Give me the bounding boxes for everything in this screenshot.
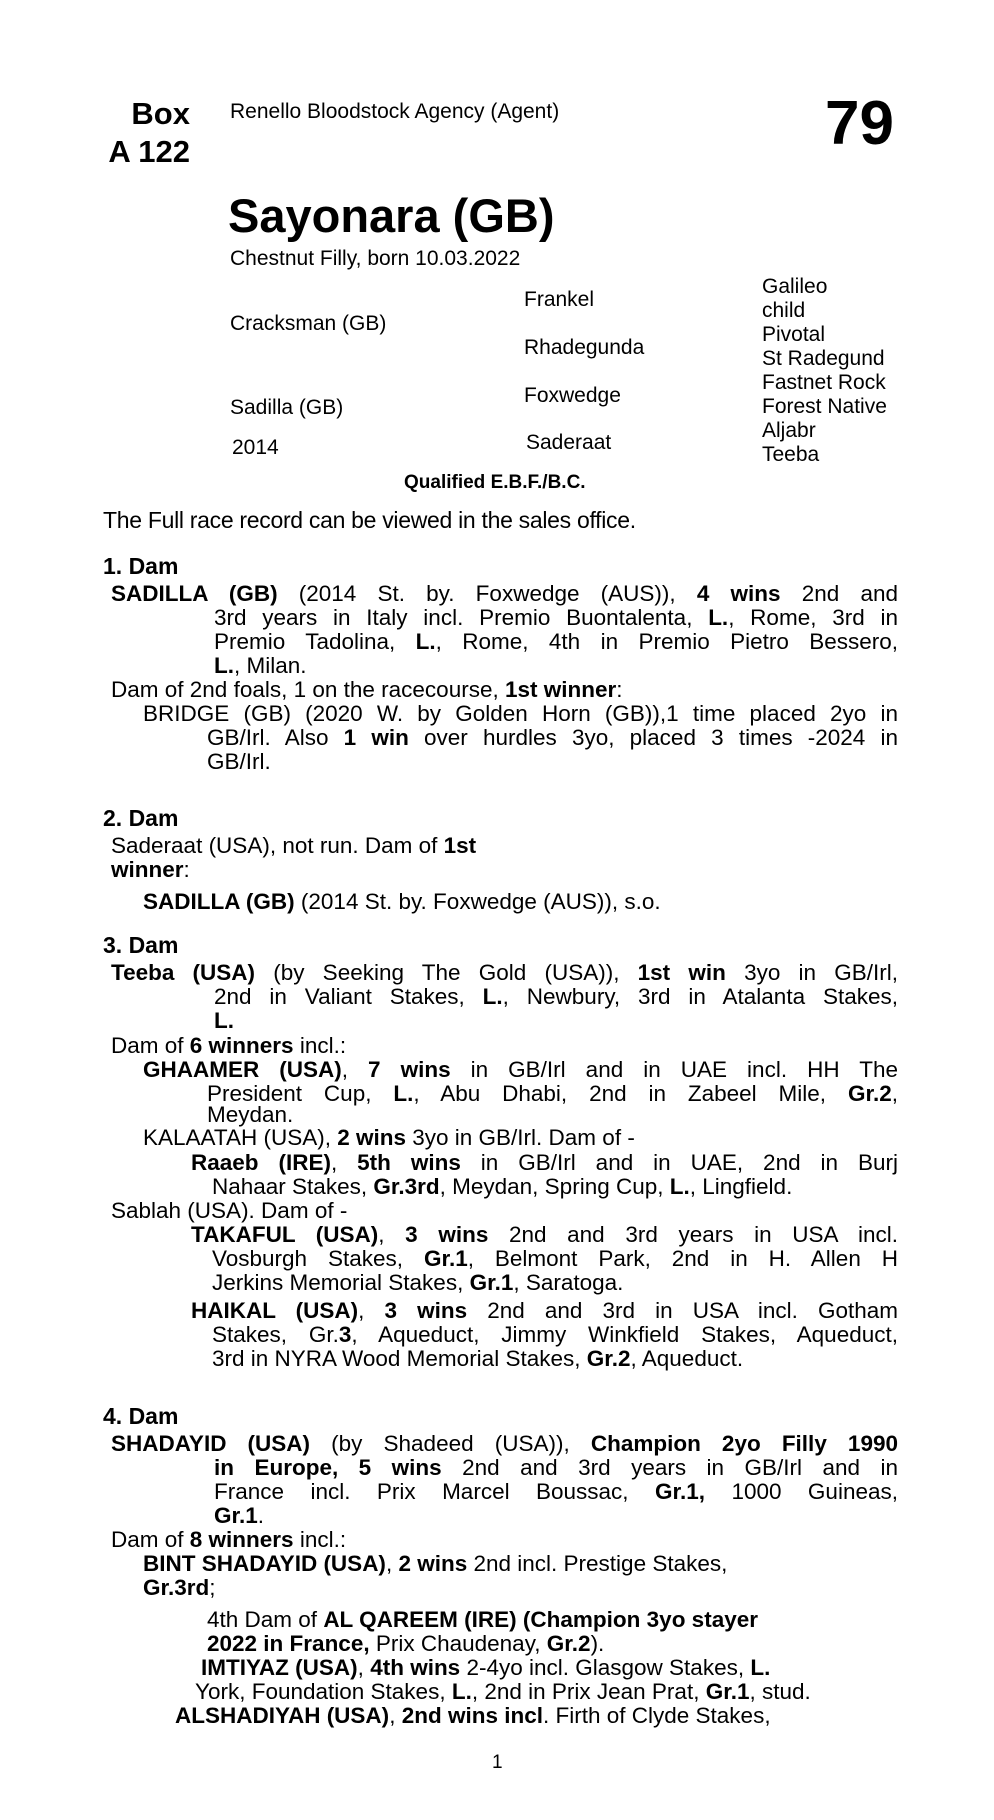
dam1-progeny: GB/Irl. (207, 749, 271, 774)
dam4-line: in Europe, 5 wins 2nd and 3rd years in GB/Irl and in (214, 1455, 898, 1480)
dam4-dam-of: Dam of 8 winners incl.: (111, 1527, 347, 1552)
section-heading: 3. Dam (103, 932, 179, 958)
pedigree-gen2: Rhadegunda (524, 336, 645, 359)
section-heading: 2. Dam (103, 805, 179, 831)
dam2-line: Saderaat (USA), not run. Dam of 1st (111, 833, 477, 858)
dam3-line: L. (214, 1008, 234, 1033)
progeny-raaeb: Nahaar Stakes, Gr.3rd, Meydan, Spring Cup, L., Lingfield. (212, 1174, 793, 1199)
dam3-line: Teeba (USA) (by Seeking The Gold (USA)), 1st win 3yo in GB/Irl, (111, 960, 898, 985)
progeny-ghaamer: GHAAMER (USA), 7 wins in GB/Irl and in UAE incl. HH The (143, 1057, 898, 1082)
dam1-dam-of: Dam of 2nd foals, 1 on the racecourse, 1st winner: (111, 677, 623, 702)
pedigree-gen2: Saderaat (526, 431, 612, 454)
section-heading: 1. Dam (103, 553, 179, 579)
section-heading: 4. Dam (103, 1403, 179, 1429)
progeny-haikal: Stakes, Gr.3, Aqueduct, Jimmy Winkfield Stakes, Aqueduct, (212, 1322, 898, 1347)
page-number: 1 (492, 1752, 503, 1773)
pedigree-gen3: St Radegund (762, 347, 885, 370)
progeny-takaful: TAKAFUL (USA), 3 wins 2nd and 3rd years in USA incl. (191, 1222, 898, 1247)
dam1-progeny: BRIDGE (GB) (2020 W. by Golden Horn (GB)),1 time placed 2yo in (143, 701, 898, 726)
agent-name: Renello Bloodstock Agency (Agent) (230, 100, 560, 123)
pedigree-gen3: Galileo (762, 275, 828, 298)
pedigree-gen2: Foxwedge (524, 384, 621, 407)
box-label: Box (131, 96, 190, 131)
progeny-ghaamer: Meydan. (207, 1102, 294, 1127)
progeny-imtiyaz: York, Foundation Stakes, L., 2nd in Prix Jean Prat, Gr.1, stud. (195, 1679, 811, 1704)
progeny-takaful: Vosburgh Stakes, Gr.1, Belmont Park, 2nd in H. Allen H (212, 1246, 898, 1271)
pedigree-gen2: Frankel (524, 288, 595, 311)
dam1-progeny: GB/Irl. Also 1 win over hurdles 3yo, placed 3 times -2024 in (207, 725, 898, 750)
lot-number: 79 (825, 89, 894, 158)
progeny-bint-shadayid: BINT SHADAYID (USA), 2 wins 2nd incl. Prestige Stakes, (143, 1551, 728, 1576)
progeny-alshadiyah: ALSHADIYAH (USA), 2nd wins incl. Firth of Clyde Stakes, (175, 1703, 771, 1728)
progeny-kalaatah: KALAATAH (USA), 2 wins 3yo in GB/Irl. Dam of - (143, 1125, 635, 1150)
dam1-line: Premio Tadolina, L., Rome, 4th in Premio Pietro Bessero, (214, 629, 899, 654)
dam1-line: L., Milan. (214, 653, 307, 678)
horse-description: Chestnut Filly, born 10.03.2022 (230, 247, 521, 270)
progeny-al-qareem: 4th Dam of AL QAREEM (IRE) (Champion 3yo stayer (207, 1607, 758, 1632)
box-number: A 122 (108, 134, 190, 169)
pedigree-gen3: Fastnet Rock (762, 371, 886, 394)
progeny-haikal: HAIKAL (USA), 3 wins 2nd and 3rd in USA incl. Gotham (191, 1298, 898, 1323)
dam2-line: winner: (111, 857, 190, 882)
dam4-line: SHADAYID (USA) (by Shadeed (USA)), Champion 2yo Filly 1990 (111, 1431, 898, 1456)
pedigree-dam: Sadilla (GB) (230, 396, 344, 419)
progeny-imtiyaz: IMTIYAZ (USA), 4th wins 2-4yo incl. Glasgow Stakes, L. (201, 1655, 771, 1680)
progeny-raaeb: Raaeb (IRE), 5th wins in GB/Irl and in UAE, 2nd in Burj (191, 1150, 898, 1175)
dam1-line: SADILLA (GB) (2014 St. by. Foxwedge (AUS)), 4 wins 2nd and (111, 581, 898, 606)
pedigree-gen3: Teeba (762, 443, 820, 466)
dam3-dam-of: Dam of 6 winners incl.: (111, 1033, 347, 1058)
pedigree-dam-year: 2014 (232, 436, 279, 459)
pedigree-gen3: Pivotal (762, 323, 826, 346)
qualification: Qualified E.B.F./B.C. (404, 472, 586, 493)
race-record-note: The Full race record can be viewed in the sales office. (103, 507, 636, 533)
horse-name: Sayonara (GB) (228, 189, 555, 242)
dam4-line: Gr.1. (214, 1503, 265, 1528)
pedigree-gen3: Aljabr (762, 419, 816, 442)
progeny-takaful: Jerkins Memorial Stakes, Gr.1, Saratoga. (212, 1270, 624, 1295)
progeny-bint-shadayid: Gr.3rd; (143, 1575, 216, 1600)
dam2-progeny: SADILLA (GB) (2014 St. by. Foxwedge (AUS)), s.o. (143, 889, 661, 914)
pedigree-gen3: child (762, 299, 806, 322)
progeny-al-qareem: 2022 in France, Prix Chaudenay, Gr.2). (207, 1631, 605, 1656)
dam4-line: France incl. Prix Marcel Boussac, Gr.1, 1000 Guineas, (214, 1479, 898, 1504)
progeny-ghaamer: President Cup, L., Abu Dhabi, 2nd in Zabeel Mile, Gr.2, (207, 1081, 898, 1106)
progeny-haikal: 3rd in NYRA Wood Memorial Stakes, Gr.2, Aqueduct. (212, 1346, 744, 1371)
dam3-line: 2nd in Valiant Stakes, L., Newbury, 3rd in Atalanta Stakes, (214, 984, 898, 1009)
progeny-sablah: Sablah (USA). Dam of - (111, 1198, 348, 1223)
dam1-line: 3rd years in Italy incl. Premio Buontalenta, L., Rome, 3rd in (214, 605, 898, 630)
pedigree-gen3: Forest Native (762, 395, 887, 418)
pedigree-sire: Cracksman (GB) (230, 312, 387, 335)
